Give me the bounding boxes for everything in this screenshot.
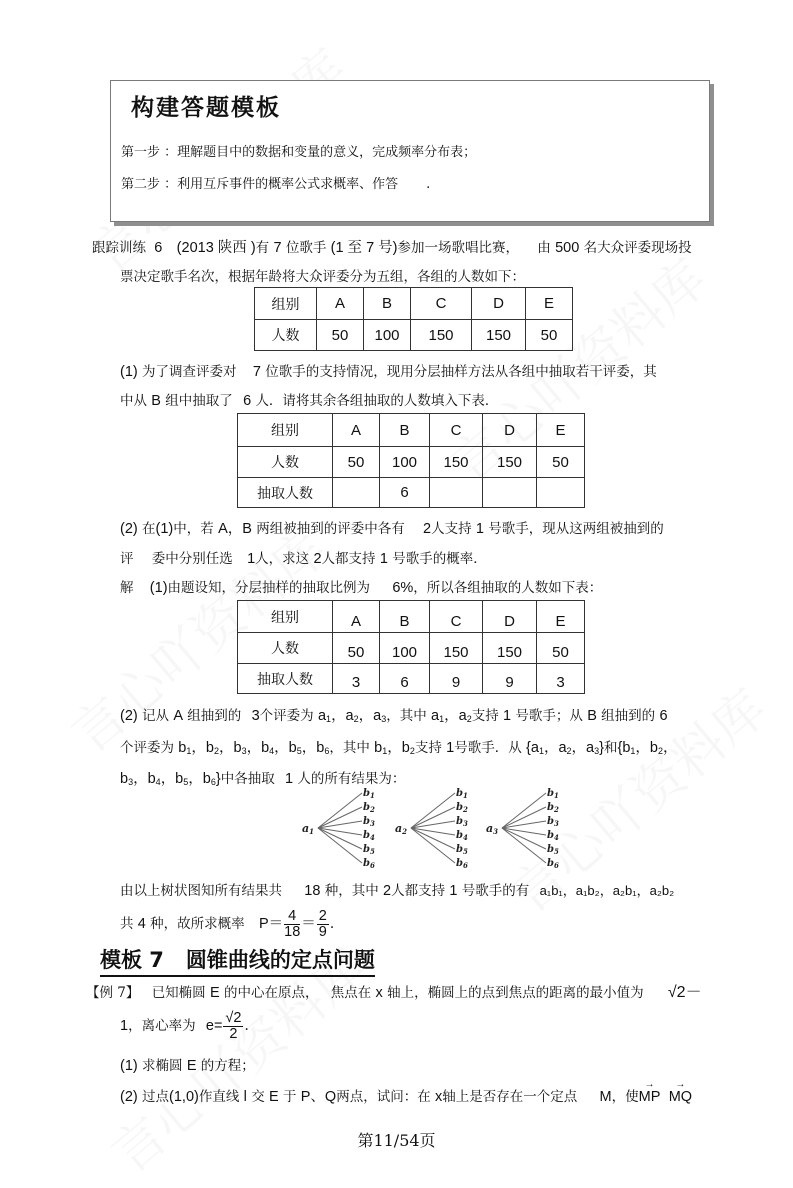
- table-cell: E: [537, 601, 585, 633]
- template-box-title: 构建答题模板: [131, 94, 281, 121]
- svg-text:b6: $b_6$: [547, 858, 559, 870]
- vector-mq: → MQ: [669, 1088, 692, 1106]
- variable: E: [268, 1089, 279, 1105]
- table-cell-input: [537, 478, 585, 508]
- svg-text:b3: $b_3$: [547, 816, 559, 828]
- number: 1: [247, 551, 256, 567]
- page-number: 第11/54页: [357, 1131, 436, 1150]
- text: 中各抽取: [220, 771, 275, 787]
- group-letter: B: [587, 708, 597, 724]
- table-cell: 3: [333, 664, 380, 694]
- sample-result-table: [237, 600, 585, 694]
- table-header-label: 组别: [238, 414, 333, 447]
- text: 由以上树状图知所有结果共: [120, 883, 282, 899]
- text: 共: [120, 916, 134, 932]
- supporting-judges-a: $a_1$，$a_2$: [431, 708, 472, 724]
- text: 个评委为: [259, 708, 314, 724]
- sample-fill-table: [237, 413, 585, 508]
- number: 1: [446, 740, 455, 756]
- eccentricity-label: e=: [205, 1018, 223, 1034]
- numerator: 4: [284, 909, 300, 925]
- text: 的方程；: [200, 1058, 255, 1074]
- exercise-number: 6: [154, 240, 163, 256]
- question-number: (2): [120, 1089, 138, 1105]
- reference: (1): [155, 521, 174, 537]
- table-cell: 50: [333, 633, 380, 664]
- equals: ＝: [301, 916, 316, 932]
- text: 名大众评委现场投: [583, 240, 692, 256]
- svg-text:b5: $b_5$: [456, 844, 468, 856]
- numerator: 2: [318, 908, 327, 924]
- number-range: (1 至 7 号): [330, 240, 398, 256]
- text: 中，若: [173, 521, 214, 537]
- example-7-line-1: [86, 984, 702, 1002]
- text: 参加一场歌唱比赛，: [397, 240, 519, 256]
- svg-text:b2: $b_2$: [363, 802, 375, 814]
- period: .: [329, 916, 335, 932]
- table-cell: 50: [333, 447, 380, 478]
- table-cell: 6: [380, 664, 430, 694]
- text: 人，求这: [255, 551, 310, 567]
- text: 种，其中: [324, 883, 379, 899]
- text: 有: [255, 240, 270, 256]
- template-7-heading: 模板 7 圆锥曲线的定点问题: [100, 944, 375, 977]
- text: 评: [120, 551, 134, 567]
- variable: E: [209, 985, 220, 1001]
- table-cell: D: [483, 414, 537, 447]
- question-1-line-1: [120, 363, 657, 381]
- text: ，其中: [329, 740, 370, 756]
- template-step-2-text: 第二步 ：利用互斥事件的概率公式求概率、作答: [121, 177, 399, 192]
- table-cell: 9: [483, 664, 537, 694]
- group-letter: A: [173, 708, 183, 724]
- denominator: 18: [284, 924, 301, 940]
- example-7-question-2: [120, 1088, 692, 1106]
- text: 交: [251, 1089, 265, 1105]
- table-cell: 50: [537, 633, 585, 664]
- text: 委中分别任选: [151, 551, 233, 567]
- text: ，其中: [386, 708, 427, 724]
- question-number: (2): [120, 521, 138, 537]
- min-distance-value: √2－: [667, 984, 702, 1001]
- judge-list-b: $b_1$，$b_2$，$b_3$，$b_4$，$b_5$，$b_6$: [178, 740, 330, 756]
- svg-text:b2: $b_2$: [547, 802, 559, 814]
- tree-root-a1: a1: [302, 822, 315, 836]
- probability-label: P＝: [258, 916, 284, 932]
- text: 两点，试问：在: [336, 1089, 431, 1105]
- svg-text:b1: $b_1$: [547, 788, 559, 800]
- svg-text:b3: $b_3$: [456, 816, 468, 828]
- table-cell: A: [333, 601, 380, 633]
- table-cell: 50: [537, 447, 585, 478]
- template-step-1: 第一步 ：理解题目中的数据和变量的意义，完成频率分布表；: [121, 145, 477, 160]
- example-label: 【例 7】: [86, 985, 140, 1001]
- denominator: 9: [318, 924, 327, 940]
- template-step-2-period: .: [426, 177, 431, 192]
- numerator: √2: [225, 1010, 242, 1026]
- period: .: [244, 1018, 249, 1034]
- table-cell: B: [380, 414, 430, 447]
- set-a: {$a_1$，$a_2$，$a_3$}: [526, 740, 604, 756]
- template-step-2: [121, 173, 430, 192]
- set-b-end: $b_3$，$b_4$，$b_5$，$b_6$}: [120, 771, 221, 787]
- table-cell: C: [430, 414, 483, 447]
- svg-text:b4: $b_4$: [547, 830, 559, 842]
- table-cell: 6: [380, 478, 430, 508]
- example-7-question-1: [120, 1057, 255, 1075]
- svg-text:b5: $b_5$: [547, 844, 559, 856]
- text: 种，故所求概率: [150, 916, 245, 932]
- supporting-judges-b: $b_1$，$b_2$: [374, 740, 415, 756]
- table-cell: A: [333, 414, 380, 447]
- number: 2: [423, 521, 432, 537]
- question-1-line-2: [120, 392, 498, 410]
- number: 1: [120, 1018, 129, 1034]
- point: (1,0): [169, 1089, 199, 1105]
- table-cell: 150: [430, 447, 483, 478]
- svg-text:b4: $b_4$: [363, 830, 375, 842]
- favorable-outcomes: a₁b₁，a₁b₂，a₂b₁，a₂b₂: [539, 883, 675, 898]
- table-row-label: 人数: [238, 633, 333, 664]
- table-cell: C: [411, 288, 472, 320]
- text: 位歌手: [285, 240, 327, 256]
- text: 号歌手，现从这两组被抽到的: [488, 521, 664, 537]
- table-row-label: 抽取人数: [238, 478, 333, 508]
- table-cell: 3: [537, 664, 585, 694]
- tree-root-a3: a3: [486, 822, 499, 836]
- table-row-label: 抽取人数: [238, 664, 333, 694]
- answer-template-box: [110, 80, 710, 222]
- text: 位歌手的支持情况，现用分层抽样方法从各组中抽取若干评委，其: [265, 364, 657, 380]
- solution-2-line-1: [120, 707, 668, 725]
- svg-text:b6: $b_6$: [363, 858, 375, 870]
- exercise-source: (2013 陕西 ): [176, 240, 256, 256]
- example-7-line-2: [120, 1008, 249, 1044]
- table-cell: 150: [483, 447, 537, 478]
- question-2-line-1: [120, 520, 664, 538]
- text: 号歌手．从: [454, 740, 522, 756]
- solution-label: 解: [120, 580, 134, 596]
- table-cell: E: [537, 414, 585, 447]
- text: 和: [603, 740, 618, 756]
- table-cell: 50: [317, 320, 364, 351]
- variable: E: [186, 1058, 197, 1074]
- number: 18: [304, 883, 321, 899]
- table-cell: 50: [526, 320, 573, 351]
- text: 由: [537, 240, 551, 256]
- table-cell: 9: [430, 664, 483, 694]
- points: P、Q: [300, 1089, 337, 1105]
- number: 6: [659, 708, 668, 724]
- text: 为了调查评委对: [142, 364, 237, 380]
- text: 在: [142, 521, 156, 537]
- question-2-line-2: [120, 550, 487, 568]
- text: 个评委为: [120, 740, 174, 756]
- number: 7: [273, 240, 282, 256]
- question-number: (1): [120, 364, 138, 380]
- group-letters: A，B: [218, 521, 252, 537]
- table-cell-input: [430, 478, 483, 508]
- number: 1: [475, 521, 484, 537]
- svg-text:b1: $b_1$: [456, 788, 468, 800]
- text: 的中心在原点，: [223, 985, 319, 1001]
- text: 组中抽取了: [165, 393, 233, 409]
- number: 3: [251, 708, 260, 724]
- text: 轴上，椭圆上的点到焦点的距离的最小值为: [387, 985, 644, 1001]
- text: 两组被抽到的评委中各有: [256, 521, 405, 537]
- solution-2-line-2: [120, 739, 678, 757]
- exercise-intro-line-2: 票决定歌手名次，根据年龄将大众评委分为五组，各组的人数如下：: [120, 269, 525, 285]
- text: 人支持: [431, 521, 472, 537]
- table-cell: 100: [380, 633, 430, 664]
- number: 1: [285, 771, 294, 787]
- text: 中从: [120, 393, 147, 409]
- text: 人．请将其余各组抽取的人数填入下表．: [255, 393, 499, 409]
- table-cell: E: [526, 288, 573, 320]
- table-cell: C: [430, 601, 483, 633]
- svg-text:b2: $b_2$: [456, 802, 468, 814]
- table-cell: B: [380, 601, 430, 633]
- text: 组抽到的: [187, 708, 242, 724]
- table-row-label: 人数: [238, 447, 333, 478]
- table-cell: 150: [430, 633, 483, 664]
- svg-text:b4: $b_4$: [456, 830, 468, 842]
- number: 6: [243, 393, 252, 409]
- text: 号歌手的概率．: [392, 551, 487, 567]
- text: ，所以各组抽取的人数如下表：: [413, 580, 603, 596]
- variable: M: [599, 1089, 612, 1105]
- number: 1: [503, 708, 512, 724]
- table-cell: B: [364, 288, 411, 320]
- text: 由题设知，分层抽样的抽取比例为: [167, 580, 371, 596]
- text: 人都支持: [321, 551, 376, 567]
- text: ，使: [611, 1089, 639, 1105]
- text: 轴上是否存在一个定点: [442, 1089, 578, 1105]
- table-cell-input: [333, 478, 380, 508]
- table-header-label: 组别: [238, 601, 333, 633]
- text: 过点: [142, 1089, 170, 1105]
- conclusion-line-1: [120, 882, 674, 900]
- text: ，离心率为: [128, 1018, 196, 1034]
- tree-root-a2: a2: [395, 822, 408, 836]
- ratio-value: 6%: [392, 580, 414, 596]
- solution-intro-line: [120, 579, 602, 597]
- eccentricity-fraction: [223, 1011, 243, 1042]
- text: 求椭圆: [142, 1058, 183, 1074]
- denominator: 2: [229, 1026, 238, 1042]
- text: 作直线: [198, 1089, 240, 1105]
- text: 支持: [414, 740, 442, 756]
- variable: l: [243, 1089, 247, 1105]
- variable: x: [435, 1089, 443, 1105]
- number: 4: [137, 916, 146, 932]
- text: 记从: [142, 708, 170, 724]
- table-header-label: 组别: [255, 288, 317, 320]
- conclusion-line-2: [120, 906, 334, 942]
- text: 号歌手；从: [515, 708, 583, 724]
- fraction-4-18: [284, 909, 300, 940]
- text: 支持: [471, 708, 499, 724]
- table-cell: 100: [364, 320, 411, 351]
- svg-text:b3: $b_3$: [363, 816, 375, 828]
- text: 组抽到的: [601, 708, 656, 724]
- question-number: (1): [120, 1058, 138, 1074]
- question-number: (1): [149, 580, 168, 596]
- number: 500: [555, 240, 580, 256]
- text: 于: [282, 1089, 297, 1105]
- exercise-intro-line-1: [92, 239, 692, 257]
- text: 号歌手的有: [461, 883, 530, 899]
- group-letter: B: [151, 393, 161, 409]
- svg-text:b6: $b_6$: [456, 858, 468, 870]
- table-cell: A: [317, 288, 364, 320]
- text: 人都支持: [391, 883, 446, 899]
- table-cell: D: [483, 601, 537, 633]
- table-row-label: 人数: [255, 320, 317, 351]
- judge-list-a: $a_1$，$a_2$，$a_3$: [317, 708, 387, 724]
- variable: x: [375, 985, 383, 1001]
- table-cell-input: [483, 478, 537, 508]
- table-cell: 150: [411, 320, 472, 351]
- number: 7: [252, 364, 261, 380]
- number: 1: [449, 883, 458, 899]
- svg-text:b1: $b_1$: [363, 788, 375, 800]
- number: 1: [379, 551, 388, 567]
- table-cell: 100: [380, 447, 430, 478]
- svg-text:b5: $b_5$: [363, 844, 375, 856]
- table-cell: 150: [472, 320, 526, 351]
- text: 已知椭圆: [151, 985, 206, 1001]
- number: 2: [383, 883, 392, 899]
- text: 焦点在: [330, 985, 372, 1001]
- number: 2: [313, 551, 322, 567]
- text: 人的所有结果为：: [297, 771, 406, 787]
- question-number: (2): [120, 708, 138, 724]
- group-count-table: [254, 287, 573, 351]
- tree-diagram: [300, 784, 570, 872]
- exercise-label: 跟踪训练: [92, 240, 146, 256]
- table-cell: D: [472, 288, 526, 320]
- set-b-start: {$b_1$，$b_2$，: [617, 740, 678, 756]
- fraction-2-9: [317, 909, 329, 940]
- vector-mp: → MP: [639, 1088, 661, 1106]
- table-cell: 150: [483, 633, 537, 664]
